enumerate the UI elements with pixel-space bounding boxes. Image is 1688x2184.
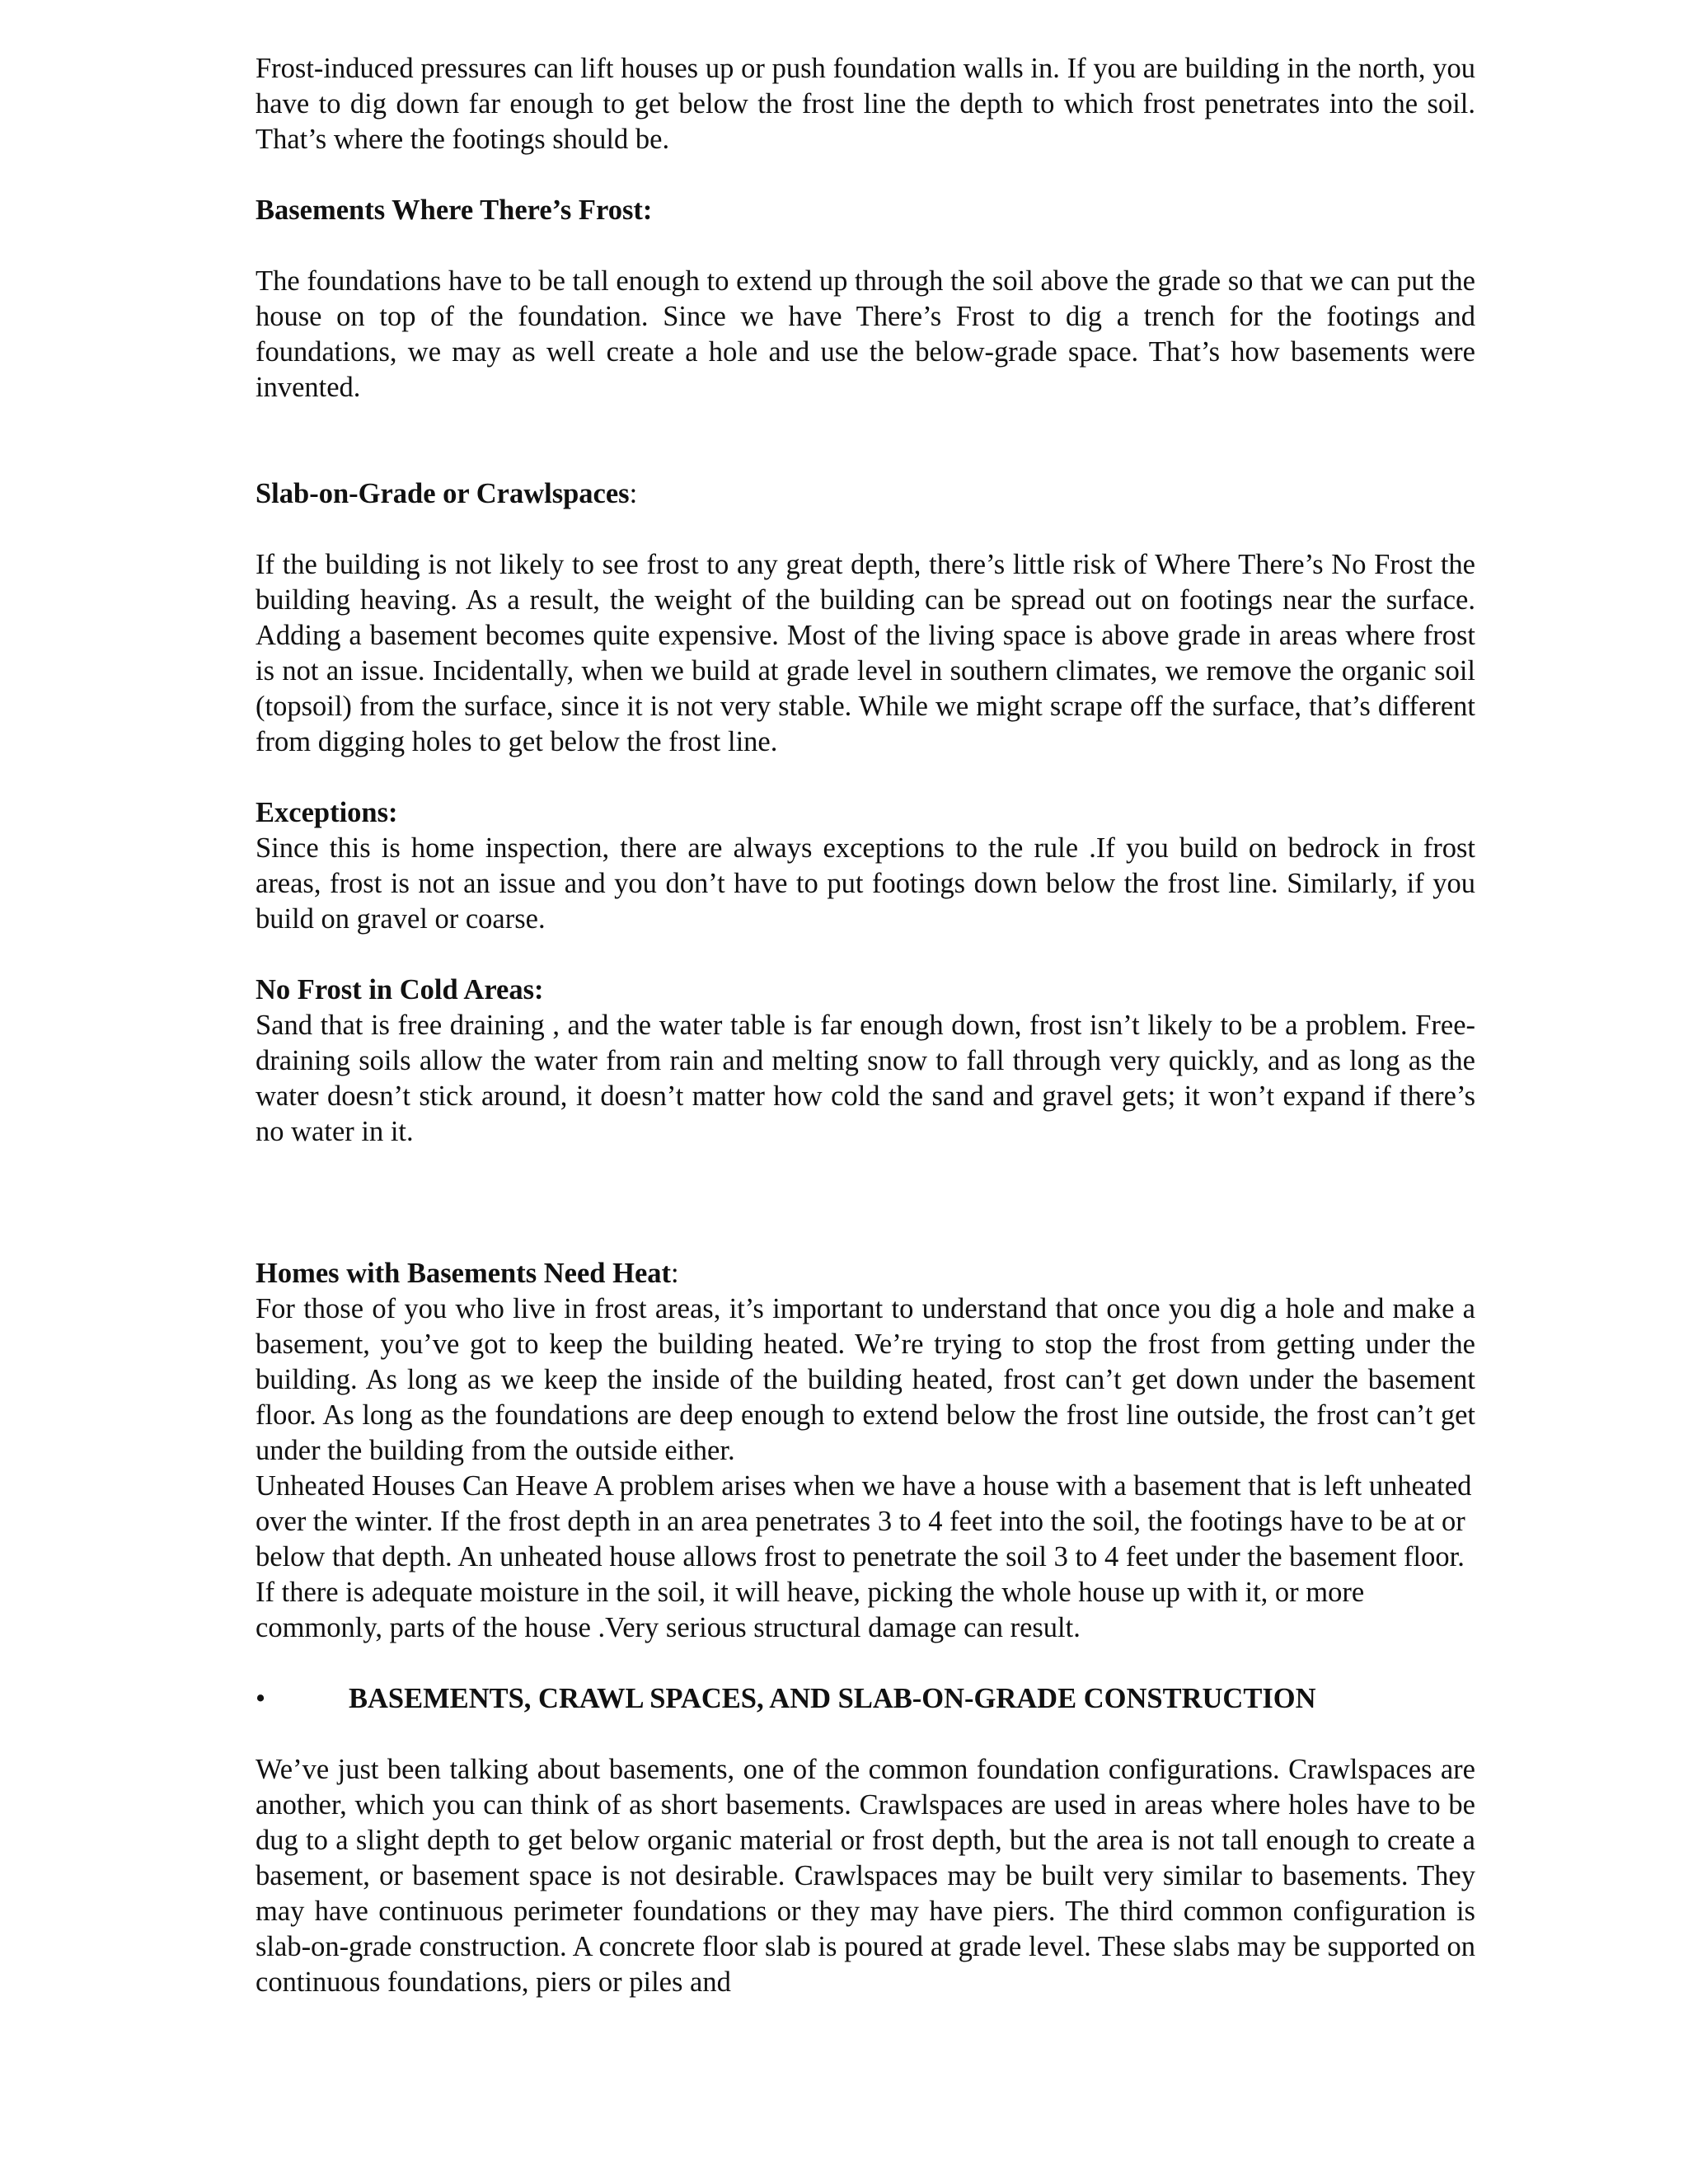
document-page <box>256 51 1475 2000</box>
paragraph-no-frost: Sand that is free draining , and the water table is far enough down, frost isn’t likely to be a problem. Free-draining soils allow the water from rain and melting snow to fall through very quickly, and as long as the water doesn’t stick around, it doesn’t matter how cold the sand and gravel gets; it won’t expand if there’s no water in it. <box>256 1010 1475 1147</box>
spacer <box>256 1646 1475 1681</box>
spacer <box>256 228 1475 264</box>
bullet-heading-construction <box>256 1681 1475 1717</box>
heading-no-frost: No Frost in Cold Areas: <box>256 974 544 1005</box>
spacer <box>256 405 1475 476</box>
bullet-icon: • <box>256 1683 266 1714</box>
heading-basements-need-heat <box>256 1256 1475 1291</box>
spacer <box>256 157 1475 193</box>
spacer <box>256 512 1475 547</box>
paragraph-slab-on-grade: If the building is not likely to see frost to any great depth, there’s little risk of Where There’s No Frost the building heaving. As a result, the weight of the building can be spread out on footings near the surface. Adding a basement becomes quite expensive. Most of the living space is above grade in areas where frost is not an issue. Incidentally, when we build at grade level in southern climates, we remove the organic soil (topsoil) from the surface, since it is not very stable. While we might scrape off the surface, that’s different from digging holes to get below the frost line. <box>256 549 1475 757</box>
heading-slab-colon: : <box>629 478 638 509</box>
paragraph-unheated-houses: Unheated Houses Can Heave A problem arises when we have a house with a basement that is left unheated over the winter. If the frost depth in an area penetrates 3 to 4 feet into the soil, the footings have to be at or below that depth. An unheated house allows frost to penetrate the soil 3 to 4 feet under the basement floor. If there is adequate moisture in the soil, it will heave, picking the whole house up with it, or more commonly, parts of the house .Very serious structural damage can result. <box>256 1470 1472 1643</box>
heading-heat-text: Homes with Basements Need Heat <box>256 1258 672 1289</box>
spacer <box>256 1150 1475 1256</box>
paragraph-foundation-configurations: We’ve just been talking about basements, one of the common foundation configurations. Crawlspaces are another, which you can think of as short basements. Crawlspaces are used in areas where holes have to be dug to a slight depth to get below organic material or frost depth, but the area is not tall enough to create a basement, or basement space is not desirable. Crawlspaces may be built very similar to basements. They may have continuous perimeter foundations or they may have piers. The third common configuration is slab-on-grade construction. A concrete floor slab is poured at grade level. These slabs may be supported on continuous foundations, piers or piles and <box>256 1754 1475 1998</box>
paragraph-exceptions: Since this is home inspection, there are always exceptions to the rule .If you build on bedrock in frost areas, frost is not an issue and you don’t have to put footings down below the frost line. Similarly, if you build on gravel or coarse. <box>256 832 1475 935</box>
spacer <box>256 1717 1475 1752</box>
bullet-heading-text: BASEMENTS, CRAWL SPACES, AND SLAB-ON-GRADE CONSTRUCTION <box>349 1683 1316 1714</box>
heading-exceptions: Exceptions: <box>256 797 398 828</box>
heading-basements-frost: Basements Where There’s Frost: <box>256 194 653 226</box>
heading-slab-text: Slab-on-Grade or Crawlspaces <box>256 478 630 509</box>
spacer <box>256 760 1475 795</box>
spacer <box>256 937 1475 972</box>
paragraph-frost-intro: Frost-induced pressures can lift houses up or push foundation walls in. If you are building in the north, you have to dig down far enough to get below the frost line the depth to which frost penetrates into the soil. That’s where the footings should be. <box>256 53 1475 155</box>
heading-heat-colon: : <box>671 1258 679 1289</box>
paragraph-basements-need-heat: For those of you who live in frost areas, it’s important to understand that once you dig a hole and make a basement, you’ve got to keep the building heated. We’re trying to stop the frost from getting under the building. As long as we keep the inside of the building heated, frost can’t get down under the basement floor. As long as the foundations are deep enough to extend below the frost line outside, the frost can’t get under the building from the outside either. <box>256 1293 1475 1466</box>
paragraph-basements-frost: The foundations have to be tall enough to extend up through the soil above the grade so that we can put the house on top of the foundation. Since we have There’s Frost to dig a trench for the footings and foundations, we may as well create a hole and use the below-grade space. That’s how basements were invented. <box>256 265 1475 403</box>
heading-slab-on-grade <box>256 476 1475 512</box>
